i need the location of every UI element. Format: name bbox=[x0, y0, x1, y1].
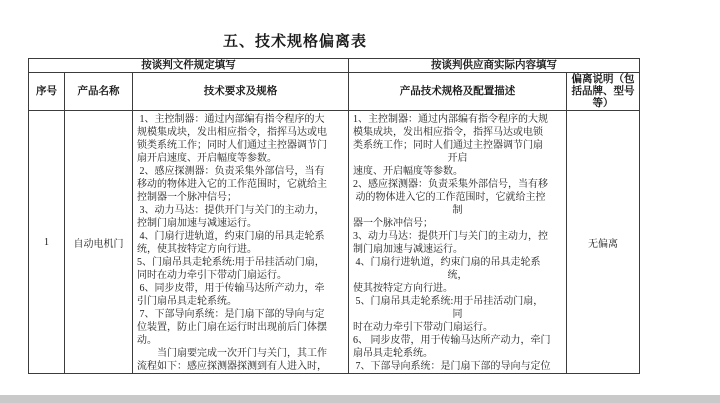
col-header-deviation-note: 偏离说明（包括品牌、型号等） bbox=[567, 73, 640, 111]
col-header-tech-requirements: 技术要求及规格 bbox=[133, 73, 349, 111]
page-title: 五、技术规格偏离表 bbox=[222, 34, 367, 50]
spec-deviation-table bbox=[28, 58, 642, 380]
cell-product-spec-description: 1、主控制器：通过内部编有指令程序的大规 模集成块，发出相应指令，指挥马达或电锁 类系统工作；同时人们通过主控器调节门扇 开启 速度、开启幅度等参数。 2、感应探测器：负责采集外部信号，当有移 动的物体进入它的工作范围时，它就给主控 制 器一个脉冲信号； 3、动力马达：提供开门与关门的主动力，控 制门扇加速与减速运行。 4、门扇行进轨道，约束门扇的吊具走轮系 统， 使其按特定方向行进。 5、门扇吊具走轮系统:用于吊挂活动门扇， 同 时在动力牵引下带动门扇运行。 6、 同步皮带，用于传输马达所产动力，牵门 扇吊具走轮系统。 7、下部导向系统：是门扇下部的导向与定位 bbox=[349, 111, 567, 374]
table-row bbox=[29, 111, 640, 374]
col-header-seq: 序号 bbox=[29, 73, 65, 111]
cell-tech-requirements: 1、主控制器：通过内部编有指令程序的大 规模集成块，发出相应指令，指挥马达或电 锁类系统工作；同时人们通过主控器调节门 扇开启速度、开启幅度等参数。 2、感应探测器：负责采集外部信号，当有 移动的物体进入它的工作范围时，它就给主 控制器一个脉冲信号； 3、动力马达：提供开门与关门的主动力， 控制门扇加速与减速运行。 4、门扇行进轨道，约束门扇的吊具走轮系 统，使其按特定方向行进。 5、门扇吊具走轮系统:用于吊挂活动门扇， 同时在动力牵引下带动门扇运行。 6、同步皮带，用于传输马达所产动力，牵 引门扇吊具走轮系统。 7、下部导向系统：是门扇下部的导向与定 位装置，防止门扇在运行时出现前后门体摆 动。 当门扇要完成一次开门与关门，其工作 流程如下：感应探测器探测到有人进入时， bbox=[133, 111, 349, 374]
group-header-negotiation-doc: 按谈判文件规定填写 bbox=[29, 59, 349, 73]
column-header-row bbox=[29, 73, 640, 111]
cell-seq: 1 bbox=[29, 111, 65, 374]
spec-deviation-table-grid bbox=[28, 58, 640, 374]
cell-product-name: 自动电机门 bbox=[65, 111, 133, 374]
col-header-product-spec-description: 产品技术规格及配置描述 bbox=[349, 73, 567, 111]
page-bottom-edge bbox=[0, 395, 720, 403]
col-header-product-name: 产品名称 bbox=[65, 73, 133, 111]
cell-deviation-note: 无偏离 bbox=[567, 111, 640, 374]
group-header-row bbox=[29, 59, 640, 73]
group-header-supplier: 按谈判供应商实际内容填写 bbox=[349, 59, 640, 73]
